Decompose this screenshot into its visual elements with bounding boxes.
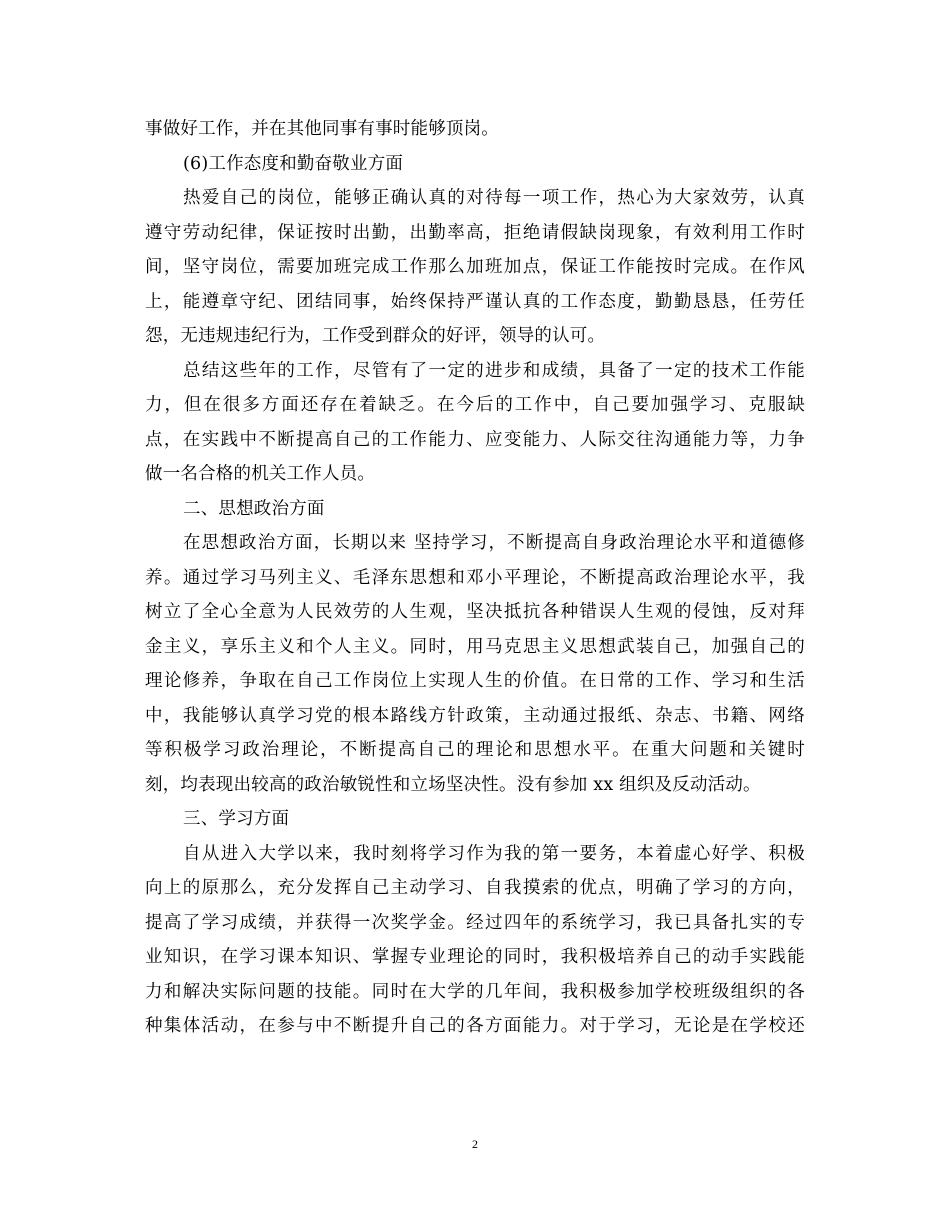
text-line: 理论修养，争取在自己工作岗位上实现人生的价值。在日常的工作、学习和生活 [145, 671, 805, 691]
body-text [145, 112, 805, 1044]
text-line: 养。通过学习马列主义、毛泽东思想和邓小平理论，不断提高政治理论水平，我 [145, 567, 805, 588]
text-line: 怨，无违规违纪行为，工作受到群众的好评，领导的认可。 [145, 326, 606, 346]
text-line: 总结这些年的工作，尽管有了一定的进步和成绩，具备了一定的技术工作能 [183, 360, 805, 381]
page-number: 2 [472, 1137, 478, 1151]
text-line: 金主义，享乐主义和个人主义。同时，用马克思主义思想武装自己，加强自己的 [145, 636, 805, 657]
text-line: 间，坚守岗位，需要加班完成工作那么加班加点，保证工作能按时完成。在作风 [145, 257, 805, 277]
text-line: 在思想政治方面，长期以来 坚持学习，不断提高自身政治理论水平和道德修 [183, 533, 805, 553]
text-line: 遵守劳动纪律，保证按时出勤，出勤率高，拒绝请假缺岗现象，有效利用工作时 [145, 222, 805, 243]
text-line: 种集体活动，在参与中不断提升自己的各方面能力。对于学习，无论是在学校还 [145, 1016, 805, 1036]
text-line: 力，但在很多方面还存在着缺乏。在今后的工作中，自己要加强学习、克服缺 [145, 395, 805, 415]
text-line: 点，在实践中不断提高自己的工作能力、应变能力、人际交往沟通能力等，力争 [145, 429, 805, 450]
text-line: 热爱自己的岗位，能够正确认真的对待每一项工作，热心为大家效劳，认真 [183, 188, 805, 208]
text-line: 业知识，在学习课本知识、掌握专业理论的同时，我积极培养自己的动手实践能 [145, 947, 805, 967]
text-line: 向上的原那么，充分发挥自己主动学习、自我摸索的优点，明确了学习的方向， [145, 878, 805, 898]
text-line: 自从进入大学以来，我时刻将学习作为我的第一要务，本着虚心好学、积极 [183, 843, 805, 864]
text-line: 事做好工作，并在其他同事有事时能够顶岗。 [145, 119, 499, 139]
text-line: 刻，均表现出较高的政治敏锐性和立场坚决性。没有参加 xx 组织及反动活动。 [145, 774, 761, 795]
text-line: 二、思想政治方面 [183, 498, 325, 519]
text-line: 做一名合格的机关工作人员。 [145, 464, 376, 484]
text-line: 等积极学习政治理论，不断提高自己的理论和思想水平。在重大问题和关键时 [145, 740, 805, 760]
text-line: 提高了学习成绩，并获得一次奖学金。经过四年的系统学习，我已具备扎实的专 [145, 912, 805, 933]
text-line: 力和解决实际问题的技能。同时在大学的几年间，我积极参加学校班级组织的各 [145, 981, 805, 1002]
text-line: 中，我能够认真学习党的根本路线方针政策，主动通过报纸、杂志、书籍、网络 [145, 705, 805, 726]
text-line: 上，能遵章守纪、团结同事，始终保持严谨认真的工作态度，勤勤恳恳，任劳任 [145, 291, 805, 312]
text-line: 三、学习方面 [183, 809, 290, 829]
text-line: 树立了全心全意为人民效劳的人生观，坚决抵抗各种错误人生观的侵蚀，反对拜 [145, 602, 805, 622]
text-line: (6)工作态度和勤奋敬业方面 [183, 153, 404, 174]
